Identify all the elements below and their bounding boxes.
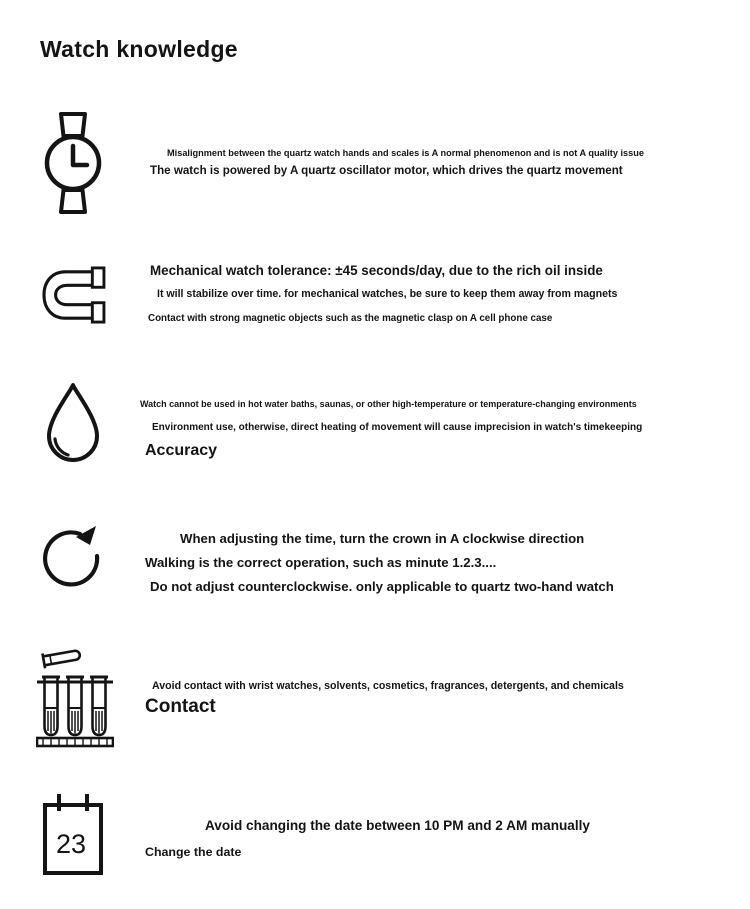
clockwise-arrow-icon [40,520,106,595]
chemicals-warning-note: Avoid contact with wrist watches, solvents, cosmetics, fragrances, detergents, and chemicals [152,680,624,692]
wristwatch-icon [40,112,106,219]
calendar-icon [42,789,104,882]
quartz-misalignment-note: Misalignment between the quartz watch hands and scales is A normal phenomenon and is not A quality issue [167,148,644,158]
counterclockwise-warning: Do not adjust counterclockwise. only applicable to quartz two-hand watch [150,579,614,594]
correct-operation-note: Walking is the correct operation, such as minute 1.2.3.... [145,555,497,570]
clockwise-instruction: When adjusting the time, turn the crown in A clockwise direction [180,531,585,546]
calendar-day: 23 [55,829,87,859]
change-date-heading: Change the date [145,845,242,859]
contact-heading: Contact [145,696,216,717]
accuracy-heading: Accuracy [145,442,218,459]
magnet-contact-note: Contact with strong magnetic objects such as the magnetic clasp on A cell phone case [148,313,553,324]
page-title: Watch knowledge [40,36,238,62]
tolerance-heading: Mechanical watch tolerance: ±45 seconds/day, due to the rich oil inside [150,263,603,278]
quartz-movement-note: The watch is powered by A quartz oscillator motor, which drives the quartz movement [150,164,623,177]
temperature-imprecision-note: Environment use, otherwise, direct heating of movement will cause imprecision in watch's timekeeping [152,422,643,433]
water-drop-icon [42,382,104,473]
magnet-icon [40,266,106,329]
hot-water-warning-note: Watch cannot be used in hot water baths, saunas, or other high-temperature or temperature-changing environments [140,399,637,409]
magnet-warning-note: It will stabilize over time. for mechanical watches, be sure to keep them away from magnets [157,288,618,300]
chemicals-icon [36,644,114,753]
date-change-warning: Avoid changing the date between 10 PM and 2 AM manually [205,818,590,833]
